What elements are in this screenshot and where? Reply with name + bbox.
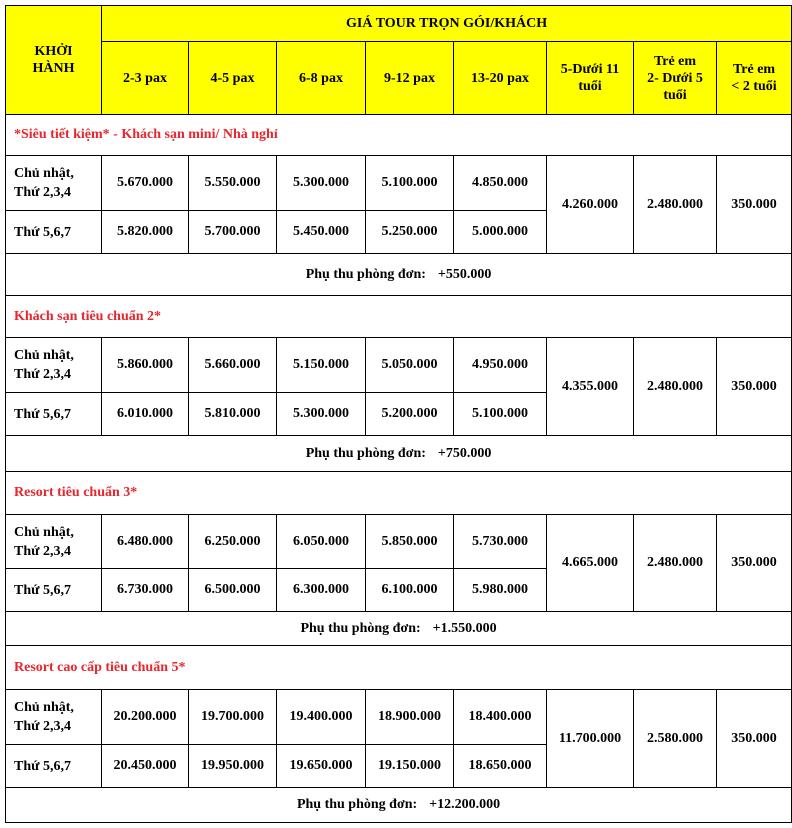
price-cell: 5.100.000 bbox=[366, 156, 454, 211]
price-cell: 5.200.000 bbox=[366, 393, 454, 436]
price-cell: 5.300.000 bbox=[277, 156, 366, 211]
section-title-row bbox=[6, 472, 792, 515]
table-row bbox=[6, 690, 792, 745]
day-label-line2: Thứ 2,3,4 bbox=[14, 543, 72, 559]
child-5-11-line2: tuổi bbox=[578, 79, 602, 94]
price-cell: 5.450.000 bbox=[277, 211, 366, 254]
day-label bbox=[6, 690, 102, 745]
single-room-surcharge bbox=[6, 788, 792, 823]
day-label-line2: Thứ 2,3,4 bbox=[14, 719, 72, 734]
price-cell: 5.860.000 bbox=[102, 338, 189, 393]
surcharge-value: +550.000 bbox=[437, 266, 492, 282]
surcharge-value: +1.550.000 bbox=[432, 620, 497, 636]
section-title-row bbox=[6, 115, 792, 156]
day-label: Thứ 5,6,7 bbox=[6, 211, 102, 254]
surcharge-label: Phụ thu phòng đơn: bbox=[296, 797, 418, 812]
single-room-surcharge bbox=[6, 612, 792, 646]
price-cell: 5.250.000 bbox=[366, 211, 454, 254]
child-2-5-line2: 2- Dưới 5 bbox=[647, 70, 703, 86]
day-label-line1: Chủ nhật, bbox=[14, 348, 74, 363]
child-5-11-price: 4.355.000 bbox=[547, 338, 634, 436]
day-label bbox=[6, 338, 102, 393]
header-row-1 bbox=[6, 6, 792, 42]
child-5-11-line1: 5-Dưới 11 bbox=[560, 62, 620, 77]
tour-price-table bbox=[5, 5, 792, 823]
infant-price: 350.000 bbox=[717, 515, 792, 612]
price-cell: 6.500.000 bbox=[189, 569, 277, 612]
section-title-row bbox=[6, 296, 792, 338]
departure-header-line2: HÀNH bbox=[32, 61, 75, 76]
price-cell: 5.810.000 bbox=[189, 393, 277, 436]
price-cell: 5.700.000 bbox=[189, 211, 277, 254]
single-room-surcharge bbox=[6, 254, 792, 296]
section-title-row bbox=[6, 646, 792, 690]
price-cell: 5.670.000 bbox=[102, 156, 189, 211]
infant-price: 350.000 bbox=[717, 156, 792, 254]
price-cell: 5.050.000 bbox=[366, 338, 454, 393]
price-cell: 19.150.000 bbox=[366, 745, 454, 788]
pax-col-header: 6-8 pax bbox=[277, 42, 366, 115]
single-room-surcharge bbox=[6, 436, 792, 472]
child-2-5-header bbox=[634, 42, 717, 115]
child-2-5-price: 2.480.000 bbox=[634, 156, 717, 254]
price-cell: 6.480.000 bbox=[102, 515, 189, 569]
price-cell: 19.950.000 bbox=[189, 745, 277, 788]
price-cell: 5.850.000 bbox=[366, 515, 454, 569]
day-label: Thứ 5,6,7 bbox=[6, 393, 102, 436]
child-5-11-price: 4.665.000 bbox=[547, 515, 634, 612]
departure-header bbox=[6, 6, 102, 115]
surcharge-label: Phụ thu phòng đơn: bbox=[305, 266, 426, 282]
price-cell: 5.820.000 bbox=[102, 211, 189, 254]
header-row-2 bbox=[6, 42, 792, 115]
price-cell: 6.300.000 bbox=[277, 569, 366, 612]
price-cell: 5.100.000 bbox=[454, 393, 547, 436]
price-cell: 18.400.000 bbox=[454, 690, 547, 745]
price-table-container bbox=[5, 5, 792, 823]
price-cell: 18.900.000 bbox=[366, 690, 454, 745]
pax-col-header: 4-5 pax bbox=[189, 42, 277, 115]
day-label-line2: Thứ 2,3,4 bbox=[14, 185, 72, 200]
price-cell: 20.200.000 bbox=[102, 690, 189, 745]
day-label: Thứ 5,6,7 bbox=[6, 569, 102, 612]
pax-col-header: 9-12 pax bbox=[366, 42, 454, 115]
day-label-line1: Chủ nhật, bbox=[14, 166, 74, 181]
price-cell: 4.850.000 bbox=[454, 156, 547, 211]
table-row bbox=[6, 515, 792, 569]
surcharge-row bbox=[6, 436, 792, 472]
price-cell: 5.660.000 bbox=[189, 338, 277, 393]
price-cell: 19.700.000 bbox=[189, 690, 277, 745]
section-title: Resort tiêu chuẩn 3* bbox=[6, 472, 792, 515]
price-cell: 20.450.000 bbox=[102, 745, 189, 788]
surcharge-label: Phụ thu phòng đơn: bbox=[305, 445, 426, 461]
departure-header-line1: KHỞI bbox=[34, 44, 73, 59]
child-2-5-price: 2.580.000 bbox=[634, 690, 717, 788]
price-cell: 5.730.000 bbox=[454, 515, 547, 569]
section-title: Khách sạn tiêu chuẩn 2* bbox=[6, 296, 792, 338]
price-cell: 6.250.000 bbox=[189, 515, 277, 569]
table-row bbox=[6, 156, 792, 211]
price-cell: 6.050.000 bbox=[277, 515, 366, 569]
surcharge-label: Phụ thu phòng đơn: bbox=[300, 620, 421, 636]
infant-line1: Trẻ em bbox=[732, 62, 776, 77]
surcharge-value: +12.200.000 bbox=[429, 797, 501, 812]
infant-header bbox=[717, 42, 792, 115]
price-cell: 6.010.000 bbox=[102, 393, 189, 436]
surcharge-row bbox=[6, 254, 792, 296]
infant-price: 350.000 bbox=[717, 690, 792, 788]
surcharge-row bbox=[6, 612, 792, 646]
price-cell: 6.730.000 bbox=[102, 569, 189, 612]
child-2-5-line3: tuổi bbox=[663, 87, 687, 103]
price-cell: 5.980.000 bbox=[454, 569, 547, 612]
price-cell: 6.100.000 bbox=[366, 569, 454, 612]
child-5-11-price: 11.700.000 bbox=[547, 690, 634, 788]
day-label-line1: Chủ nhật, bbox=[14, 700, 74, 715]
section-title: Resort cao cấp tiêu chuẩn 5* bbox=[6, 646, 792, 690]
price-cell: 19.400.000 bbox=[277, 690, 366, 745]
child-2-5-price: 2.480.000 bbox=[634, 338, 717, 436]
day-label: Thứ 5,6,7 bbox=[6, 745, 102, 788]
price-cell: 5.550.000 bbox=[189, 156, 277, 211]
surcharge-row bbox=[6, 788, 792, 823]
day-label bbox=[6, 515, 102, 569]
price-cell: 5.000.000 bbox=[454, 211, 547, 254]
surcharge-value: +750.000 bbox=[437, 445, 492, 461]
child-2-5-price: 2.480.000 bbox=[634, 515, 717, 612]
price-group-header: GIÁ TOUR TRỌN GÓI/KHÁCH bbox=[102, 6, 792, 42]
day-label bbox=[6, 156, 102, 211]
day-label-line2: Thứ 2,3,4 bbox=[14, 367, 72, 382]
pax-col-header: 2-3 pax bbox=[102, 42, 189, 115]
price-cell: 18.650.000 bbox=[454, 745, 547, 788]
day-label-line1: Chủ nhật, bbox=[14, 524, 74, 540]
price-cell: 19.650.000 bbox=[277, 745, 366, 788]
child-5-11-header bbox=[547, 42, 634, 115]
infant-price: 350.000 bbox=[717, 338, 792, 436]
price-cell: 4.950.000 bbox=[454, 338, 547, 393]
pax-col-header: 13-20 pax bbox=[454, 42, 547, 115]
table-row bbox=[6, 338, 792, 393]
infant-line2: < 2 tuổi bbox=[731, 79, 777, 94]
child-5-11-price: 4.260.000 bbox=[547, 156, 634, 254]
section-title: *Siêu tiết kiệm* - Khách sạn mini/ Nhà nghỉ bbox=[6, 115, 792, 156]
price-cell: 5.300.000 bbox=[277, 393, 366, 436]
child-2-5-line1: Trẻ em bbox=[653, 53, 697, 69]
price-cell: 5.150.000 bbox=[277, 338, 366, 393]
